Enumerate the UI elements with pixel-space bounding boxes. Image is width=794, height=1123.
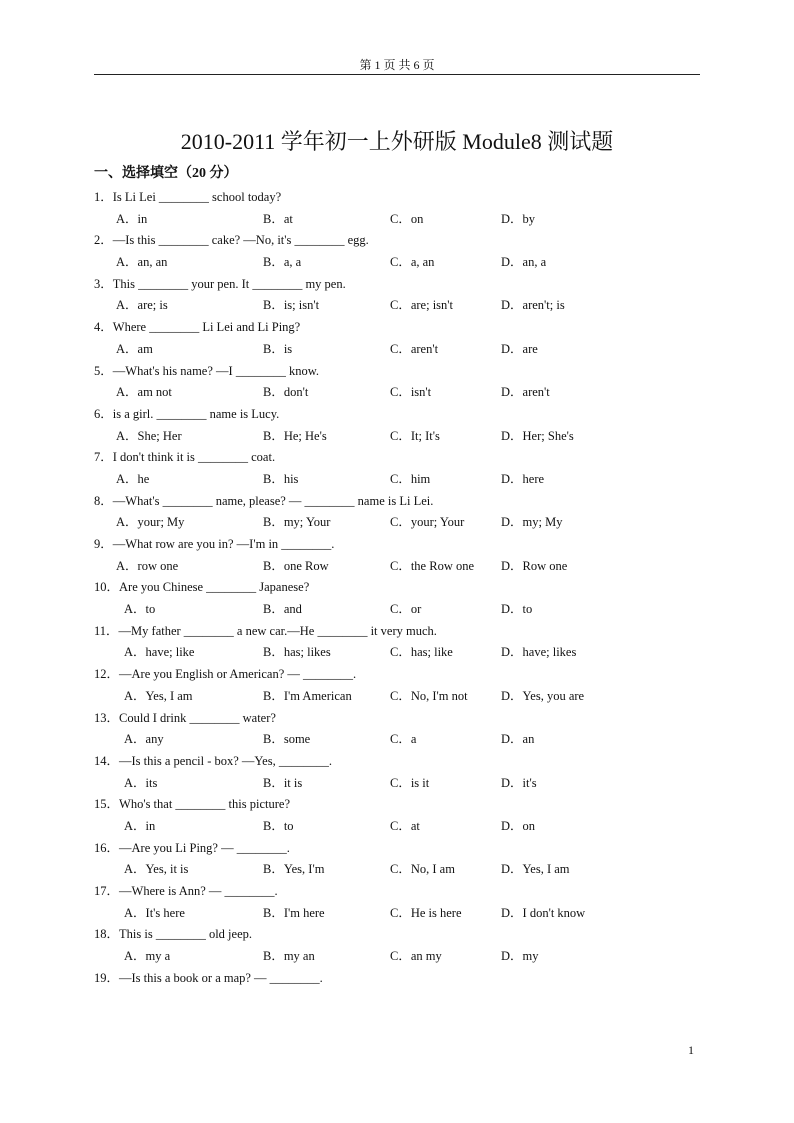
question-item	[94, 361, 714, 404]
question-stem	[94, 230, 714, 252]
option-a: A．are; is	[116, 298, 168, 313]
option-d: D．my	[501, 949, 539, 964]
option-b: B．some	[263, 732, 311, 747]
option-a: A．am not	[116, 385, 172, 400]
question-item	[94, 230, 714, 273]
answer-options	[94, 556, 714, 578]
answer-options	[94, 426, 714, 448]
option-a: A．my a	[124, 949, 171, 964]
question-stem	[94, 274, 714, 296]
question-stem	[94, 187, 714, 209]
option-c: C．your; Your	[390, 515, 465, 530]
question-number: 1．	[94, 190, 113, 204]
option-c: C．No, I'm not	[390, 688, 468, 703]
option-c: C．are; isn't	[390, 298, 454, 313]
question-text: —Is this ________ cake? —No, it's ________ egg.	[112, 233, 369, 248]
question-number: 8．	[94, 493, 113, 508]
question-item	[94, 317, 714, 360]
question-text: This ________ your pen. It ________ my pen.	[112, 276, 346, 291]
page-number: 1	[688, 1043, 694, 1057]
question-item	[94, 968, 714, 990]
option-d: D．my; My	[501, 515, 563, 530]
option-b: B．his	[263, 471, 299, 486]
option-b: B．is; isn't	[263, 298, 320, 313]
question-text: —What's ________ name, please? — ________ name is Li Lei.	[112, 493, 434, 508]
option-a: A．he	[116, 471, 150, 486]
option-b: B．and	[263, 602, 302, 617]
answer-options	[94, 859, 714, 881]
option-c: C．isn't	[390, 385, 432, 400]
question-item	[94, 274, 714, 317]
question-text: —Is this a book or a map? — ________.	[119, 970, 323, 985]
question-text: Where ________ Li Lei and Li Ping?	[112, 320, 301, 335]
question-text: I don't think it is ________ coat.	[112, 450, 276, 465]
option-a: A．am	[116, 341, 153, 356]
option-d: D．Yes, you are	[501, 688, 585, 703]
option-b: B．is	[263, 341, 293, 356]
option-d: D．Her; She's	[501, 428, 574, 443]
question-stem	[94, 577, 714, 599]
question-item	[94, 881, 714, 924]
answer-options	[94, 295, 714, 317]
option-b: B．to	[263, 818, 294, 833]
question-number: 4．	[94, 320, 113, 335]
answer-options	[94, 252, 714, 274]
question-number: 11．	[94, 623, 119, 638]
question-text: is a girl. ________ name is Lucy.	[112, 406, 280, 421]
question-text: —Where is Ann? — ________.	[119, 884, 278, 898]
option-d: D．Yes, I am	[501, 862, 570, 877]
question-stem	[94, 447, 714, 469]
option-b: B．don't	[263, 385, 309, 400]
question-item	[94, 404, 714, 447]
question-item	[94, 838, 714, 881]
option-c: C．the Row one	[390, 558, 475, 573]
question-item	[94, 708, 714, 751]
option-b: B．one Row	[263, 558, 329, 573]
option-a: A．She; Her	[116, 428, 182, 443]
question-number: 16．	[94, 840, 120, 855]
question-stem	[94, 534, 714, 556]
question-item	[94, 577, 714, 620]
question-stem	[94, 881, 714, 903]
question-text: —My father ________ a new car.—He ________ it very much.	[118, 623, 437, 638]
option-d: D．have; likes	[501, 645, 577, 660]
option-c: C．is it	[390, 775, 430, 790]
question-number: 9．	[94, 537, 113, 551]
option-b: B．my an	[263, 949, 315, 964]
question-item	[94, 794, 714, 837]
question-item	[94, 491, 714, 534]
question-item	[94, 924, 714, 967]
answer-options	[94, 946, 714, 968]
question-stem	[94, 361, 714, 383]
option-b: B．my; Your	[263, 515, 331, 530]
question-text: —What's his name? —I ________ know.	[112, 363, 320, 378]
answer-options	[94, 512, 714, 534]
answer-options	[94, 773, 714, 795]
option-c: C．a	[390, 732, 417, 747]
option-c: C．a, an	[390, 255, 435, 270]
question-number: 7．	[94, 450, 113, 465]
option-b: B．at	[263, 211, 293, 226]
option-a: A．to	[124, 602, 156, 617]
question-text: —Are you Li Ping? — ________.	[119, 840, 290, 855]
option-d: D．here	[501, 471, 545, 486]
question-number: 10．	[94, 580, 120, 595]
page-header	[94, 58, 700, 75]
question-stem	[94, 621, 714, 643]
question-item	[94, 534, 714, 577]
option-d: D．are	[501, 341, 538, 356]
question-stem	[94, 664, 714, 686]
option-d: D．I don't know	[501, 905, 586, 920]
question-stem	[94, 794, 714, 816]
option-a: A．row one	[116, 558, 179, 573]
option-c: C．or	[390, 602, 422, 617]
option-b: B．Yes, I'm	[263, 862, 325, 877]
option-a: A．any	[124, 732, 164, 747]
option-b: B．has; likes	[263, 645, 331, 660]
option-d: D．to	[501, 602, 533, 617]
option-c: C．an my	[390, 949, 442, 964]
question-number: 12．	[94, 667, 120, 682]
question-text: —Is this a pencil - box? —Yes, ________.	[119, 753, 332, 768]
question-text: This is ________ old jeep.	[119, 927, 252, 942]
question-list	[94, 187, 714, 989]
option-b: B．I'm American	[263, 688, 352, 703]
question-text: —What row are you in? —I'm in ________.	[112, 537, 335, 551]
question-number: 18．	[94, 927, 120, 942]
answer-options	[94, 469, 714, 491]
option-a: A．have; like	[124, 645, 195, 660]
question-number: 17．	[94, 884, 120, 898]
question-number: 5．	[94, 363, 113, 378]
option-d: D．it's	[501, 775, 537, 790]
option-a: A．Yes, it is	[124, 862, 189, 877]
section-title: 一、选择填空（20 分）	[94, 166, 238, 181]
document-title: 2010-2011 学年初一上外研版 Module8 测试题	[180, 129, 614, 154]
question-text: Who's that ________ this picture?	[119, 797, 290, 812]
question-number: 2．	[94, 233, 113, 248]
answer-options	[94, 339, 714, 361]
question-number: 15．	[94, 797, 120, 812]
question-stem	[94, 924, 714, 946]
answer-options	[94, 382, 714, 404]
question-stem	[94, 751, 714, 773]
answer-options	[94, 903, 714, 925]
option-a: A．your; My	[116, 515, 185, 530]
option-d: D．aren't	[501, 385, 550, 400]
page-info: 第 1 页 共 6 页	[359, 58, 435, 72]
question-stem	[94, 491, 714, 513]
option-a: A．in	[116, 211, 148, 226]
answer-options	[94, 729, 714, 751]
option-a: A．in	[124, 818, 156, 833]
option-a: A．its	[124, 775, 158, 790]
option-d: D．on	[501, 818, 536, 833]
option-c: C．aren't	[390, 341, 439, 356]
option-a: A．Yes, I am	[124, 688, 193, 703]
question-number: 6．	[94, 406, 113, 421]
question-stem	[94, 968, 714, 990]
option-d: D．an	[501, 732, 535, 747]
question-item	[94, 664, 714, 707]
option-d: D．by	[501, 211, 536, 226]
option-b: B．a, a	[263, 255, 302, 270]
question-text: Could I drink ________ water?	[119, 710, 276, 725]
option-b: B．He; He's	[263, 428, 327, 443]
option-a: A．an, an	[116, 255, 168, 270]
question-stem	[94, 708, 714, 730]
option-c: C．has; like	[390, 645, 453, 660]
question-stem	[94, 317, 714, 339]
option-c: C．He is here	[390, 905, 462, 920]
question-item	[94, 187, 714, 230]
question-stem	[94, 404, 714, 426]
option-d: D．aren't; is	[501, 298, 565, 313]
answer-options	[94, 686, 714, 708]
answer-options	[94, 816, 714, 838]
answer-options	[94, 599, 714, 621]
option-c: C．at	[390, 818, 420, 833]
question-item	[94, 447, 714, 490]
option-c: C．him	[390, 471, 431, 486]
option-d: D．an, a	[501, 255, 547, 270]
question-text: —Are you English or American? — ________.	[119, 667, 357, 682]
option-c: C．on	[390, 211, 424, 226]
question-text: Are you Chinese ________ Japanese?	[119, 580, 310, 595]
option-b: B．it is	[263, 775, 303, 790]
question-item	[94, 621, 714, 664]
answer-options	[94, 642, 714, 664]
question-text: Is Li Lei ________ school today?	[112, 190, 282, 204]
question-number: 13．	[94, 710, 120, 725]
option-d: D．Row one	[501, 558, 568, 573]
answer-options	[94, 209, 714, 231]
question-number: 14．	[94, 753, 120, 768]
question-stem	[94, 838, 714, 860]
option-c: C．It; It's	[390, 428, 440, 443]
question-number: 3．	[94, 276, 113, 291]
option-a: A．It's here	[124, 905, 185, 920]
option-c: C．No, I am	[390, 862, 455, 877]
question-number: 19．	[94, 970, 120, 985]
question-item	[94, 751, 714, 794]
option-b: B．I'm here	[263, 905, 325, 920]
